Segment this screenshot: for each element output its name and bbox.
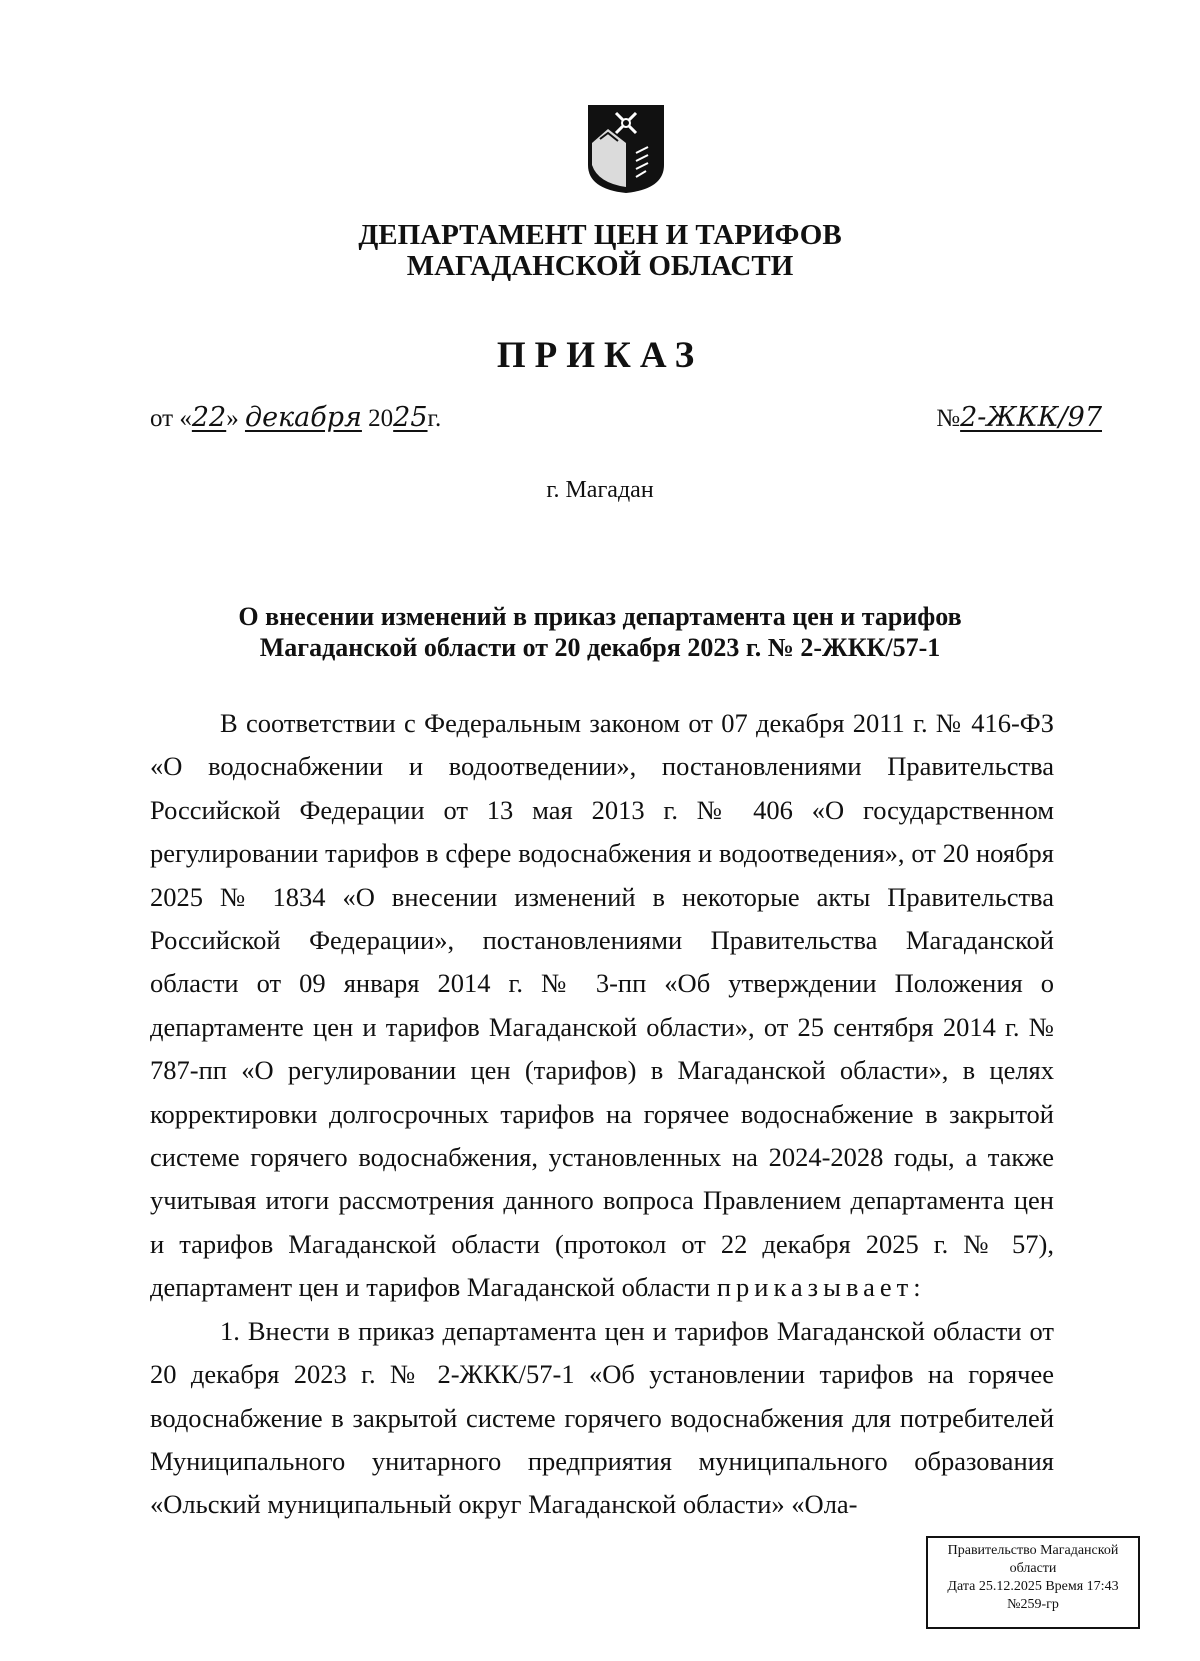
department-name — [0, 220, 1200, 282]
date-month: декабря — [244, 402, 362, 433]
stamp-line3: Дата 25.12.2025 Время 17:43 — [947, 1579, 1119, 1594]
document-type-title: ПРИКАЗ — [496, 335, 704, 376]
order-number — [936, 402, 1102, 433]
stamp-line2: области — [1009, 1561, 1057, 1576]
preamble-text: В соответствии с Федеральным законом от 07 декабря 2011 г. № 416-ФЗ «О водоснабжении и водоотведении», постановлениями Правительства Российской Федерации от 13 мая 2013 г. № 406 «О государственном регулировании тарифов в сфере водоснабжения и водоотведения», от 20 ноября 2025 № 1834 «О внесении изменений в некоторые акты Правительства Российской Федерации», постановлениями Правительства Магаданской области от 09 января 2014 г. № 3-пп «Об утверждении Положения о департаменте цен и тарифов Магаданской области», от 25 сентября 2014 г. № 787-пп «О регулировании цен (тарифов) в Магаданской области», в целях корректировки долгосрочных тарифов на горячее водоснабжение в закрытой системе горячего водоснабжения, установленных на 2024-2028 годы, а также учитывая итоги рассмотрения данного вопроса Правлением департамента цен и тарифов Магаданской области (протокол от 22 декабря 2025 г. № 57), департамент цен и тарифов Магаданской области — [150, 708, 1054, 1303]
date-year-suffix: 25 — [393, 402, 428, 433]
date-year-prefix: 20 — [368, 405, 394, 432]
clause-1-paragraph: 1. Внести в приказ департамента цен и тарифов Магаданской области от 20 декабря 2023 г. № 2-ЖКК/57-1 «Об установлении тарифов на горячее водоснабжение в закрытой системе горячего водоснабжения для потребителей Муниципального унитарного предприятия муниципального образования «Ольский муниципальный округ Магаданской области» «Ола- — [150, 1315, 1054, 1520]
orders-word: приказывает: — [716, 1272, 926, 1303]
subject-line2: Магаданской области от 20 декабря 2023 г. № 2-ЖКК/57-1 — [259, 633, 941, 662]
date-mid: » — [226, 405, 239, 432]
date-prefix: от « — [150, 405, 192, 432]
department-line1: ДЕПАРТАМЕНТ ЦЕН И ТАРИФОВ — [358, 219, 842, 251]
stamp-line1: Правительство Магаданской — [947, 1543, 1119, 1558]
date-year-end: г. — [427, 405, 442, 432]
preamble-paragraph — [150, 702, 1054, 1310]
department-line2: МАГАДАНСКОЙ ОБЛАСТИ — [406, 250, 794, 282]
number-value: 2-ЖКК/97 — [960, 402, 1102, 433]
subject-line1: О внесении изменений в приказ департамента цен и тарифов — [238, 602, 962, 631]
coat-of-arms-icon — [586, 103, 666, 195]
date-day: 22 — [191, 402, 227, 433]
registration-stamp — [926, 1536, 1140, 1629]
city: г. Магадан — [546, 477, 654, 503]
order-subject — [0, 601, 1200, 663]
order-body — [150, 702, 1054, 1527]
number-prefix: № — [936, 405, 961, 432]
stamp-line4: №259-гр — [1007, 1597, 1059, 1612]
order-date — [150, 402, 441, 433]
